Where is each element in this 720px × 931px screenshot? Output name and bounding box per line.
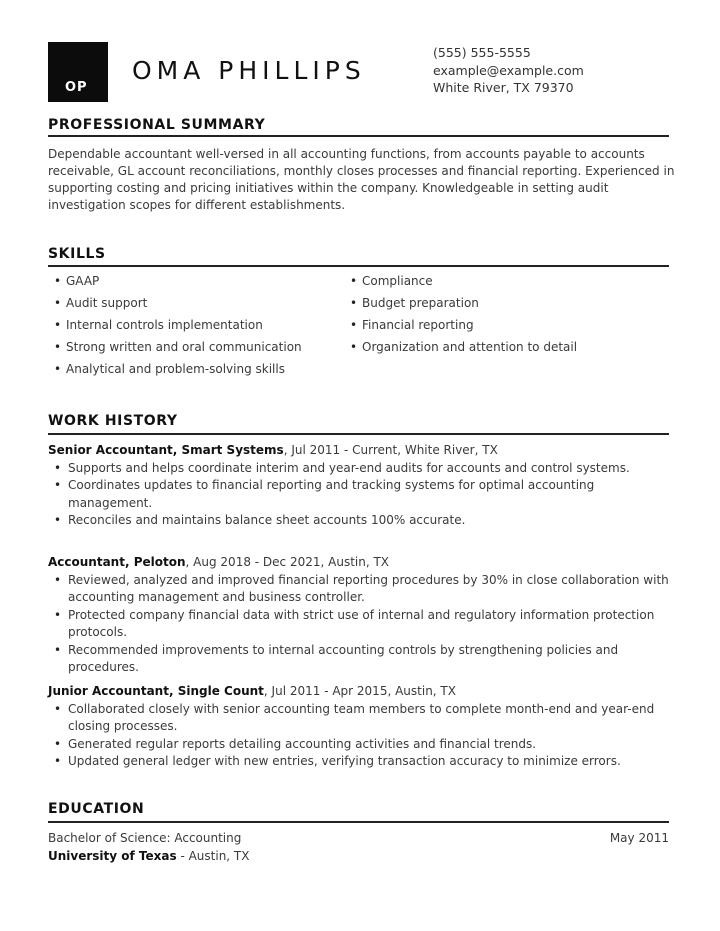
job-header: Junior Accountant, Single Count, Jul 2011 - Apr 2015, Austin, TX (48, 684, 456, 698)
skills-heading: SKILLS (48, 246, 106, 262)
skill-item: • Budget preparation (346, 295, 666, 312)
job-bullet: • Supports and helps coordinate interim and year-end audits for accounts and control systems. (48, 460, 678, 478)
job-role: Senior Accountant (48, 443, 173, 457)
skill-item: • GAAP (50, 273, 320, 290)
job-bullets (48, 572, 678, 677)
job-bullets (48, 701, 678, 771)
divider (48, 265, 669, 267)
job-header: Senior Accountant, Smart Systems, Jul 2011 - Current, White River, TX (48, 443, 498, 457)
divider (48, 433, 669, 435)
skill-item: • Organization and attention to detail (346, 339, 666, 356)
job-entry (48, 554, 678, 677)
summary-text: Dependable accountant well-versed in all accounting functions, from accounts payable to accounts receivable, GL account reconciliations, monthly closes processes and financial reporting. Experienced in supporting costing and pricing initiatives within the company. Knowledgeable in setting audit investigation scopes for different establishments. (48, 147, 675, 212)
monogram-logo (48, 42, 108, 102)
skill-item: • Financial reporting (346, 317, 666, 334)
phone: (555) 555-5555 (433, 45, 531, 60)
candidate-name: OMA PHILLIPS (132, 56, 366, 85)
job-company: Smart Systems (181, 443, 284, 457)
job-bullet: • Recommended improvements to internal accounting controls by strengthening policies and procedures. (48, 642, 678, 677)
job-bullet: • Protected company financial data with strict use of internal and regulatory information protection protocols. (48, 607, 678, 642)
job-bullet: • Updated general ledger with new entries, verifying transaction accuracy to minimize errors. (48, 753, 678, 771)
job-bullet: • Collaborated closely with senior accounting team members to complete month-end and year-end closing processes. (48, 701, 678, 736)
skill-item: • Audit support (50, 295, 320, 312)
education-entry (48, 829, 669, 865)
skill-item: • Strong written and oral communication (50, 339, 320, 356)
job-role: Junior Accountant (48, 684, 169, 698)
graduation-date: May 2011 (609, 831, 669, 845)
job-company: Peloton (133, 555, 186, 569)
location: White River, TX 79370 (433, 80, 574, 95)
school-name: University of Texas (48, 849, 177, 863)
skill-item: • Analytical and problem-solving skills (50, 361, 320, 378)
divider (48, 135, 669, 137)
skills-list-left (50, 273, 320, 383)
school-line (48, 847, 669, 865)
job-bullets (48, 460, 678, 530)
job-bullet: • Generated regular reports detailing accounting activities and financial trends. (48, 736, 678, 754)
degree: Bachelor of Science: Accounting (48, 831, 242, 845)
job-bullet: • Coordinates updates to financial reporting and tracking systems for optimal accounting management. (48, 477, 678, 512)
email: example@example.com (433, 62, 584, 78)
job-bullet: • Reviewed, analyzed and improved financial reporting procedures by 30% in close collaboration with accounting management and business controller. (48, 572, 678, 607)
skills-list-right (346, 273, 666, 361)
divider (48, 821, 669, 823)
work-history-heading: WORK HISTORY (48, 413, 178, 429)
job-details: , Jul 2011 - Apr 2015, Austin, TX (263, 684, 456, 698)
job-role: Accountant (48, 555, 125, 569)
skill-item: • Internal controls implementation (50, 317, 320, 334)
summary-heading: PROFESSIONAL SUMMARY (48, 117, 266, 133)
education-heading: EDUCATION (48, 801, 145, 817)
job-entry (48, 683, 678, 771)
job-header: Accountant, Peloton, Aug 2018 - Dec 2021, Austin, TX (48, 555, 390, 569)
initials: OP (65, 80, 88, 95)
job-entry (48, 442, 678, 530)
job-details: , Jul 2011 - Current, White River, TX (283, 443, 498, 457)
job-bullet: • Reconciles and maintains balance sheet accounts 100% accurate. (48, 512, 678, 530)
contact-info (433, 44, 584, 97)
school-location: - Austin, TX (176, 849, 250, 863)
job-details: , Aug 2018 - Dec 2021, Austin, TX (185, 555, 390, 569)
job-company: Single Count (177, 684, 264, 698)
skill-item: • Compliance (346, 273, 666, 290)
